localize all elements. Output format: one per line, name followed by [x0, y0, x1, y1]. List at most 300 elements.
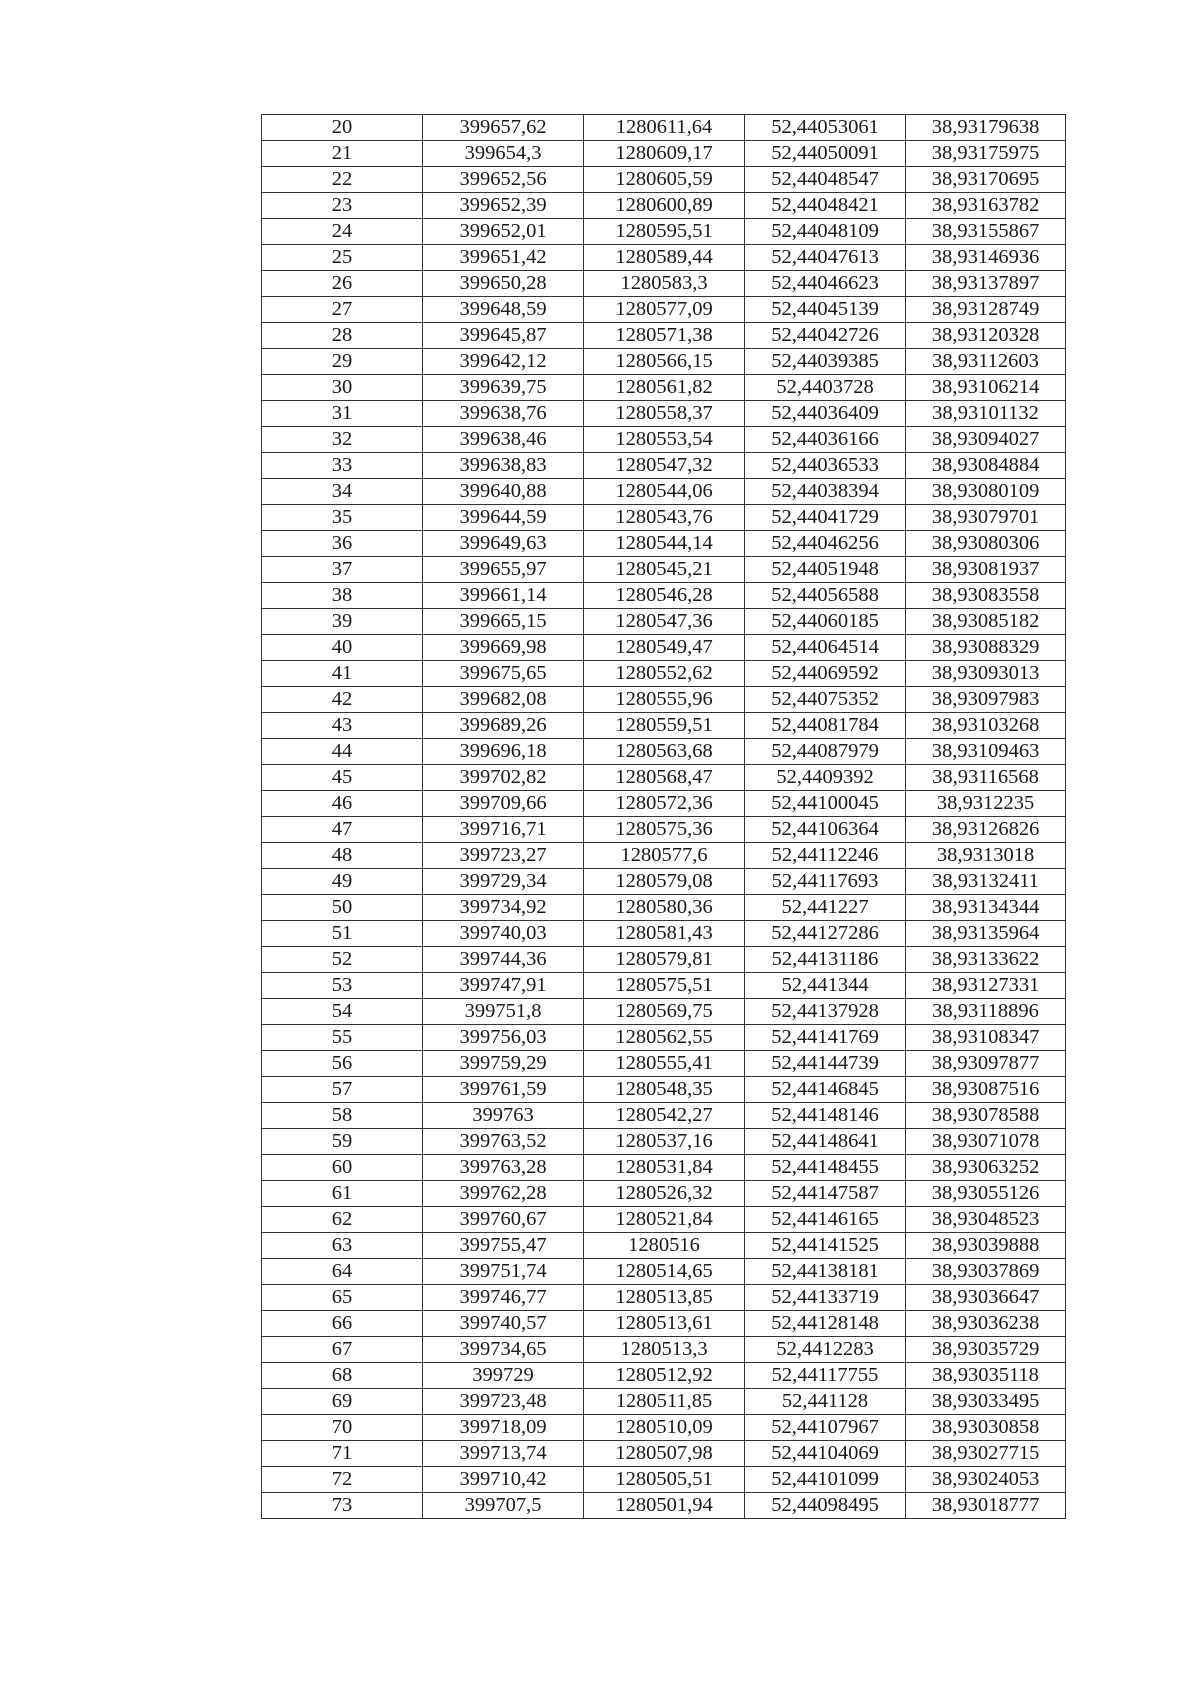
- x-coordinate-cell: 399702,82: [423, 765, 584, 791]
- latitude-cell: 52,44131186: [745, 947, 906, 973]
- table-row: [262, 921, 1066, 947]
- x-coordinate-cell: 399751,74: [423, 1259, 584, 1285]
- x-coordinate-cell: 399638,76: [423, 401, 584, 427]
- x-coordinate-cell: 399716,71: [423, 817, 584, 843]
- point-number-cell: 34: [262, 479, 423, 505]
- point-number-cell: 23: [262, 193, 423, 219]
- table-row: [262, 479, 1066, 505]
- point-number-cell: 33: [262, 453, 423, 479]
- y-coordinate-cell: 1280553,54: [584, 427, 745, 453]
- latitude-cell: 52,4403728: [745, 375, 906, 401]
- y-coordinate-cell: 1280579,08: [584, 869, 745, 895]
- point-number-cell: 31: [262, 401, 423, 427]
- x-coordinate-cell: 399710,42: [423, 1467, 584, 1493]
- latitude-cell: 52,44041729: [745, 505, 906, 531]
- longitude-cell: 38,93087516: [906, 1077, 1066, 1103]
- longitude-cell: 38,93106214: [906, 375, 1066, 401]
- latitude-cell: 52,44107967: [745, 1415, 906, 1441]
- point-number-cell: 69: [262, 1389, 423, 1415]
- table-row: [262, 973, 1066, 999]
- longitude-cell: 38,93118896: [906, 999, 1066, 1025]
- y-coordinate-cell: 1280546,28: [584, 583, 745, 609]
- longitude-cell: 38,93055126: [906, 1181, 1066, 1207]
- point-number-cell: 50: [262, 895, 423, 921]
- point-number-cell: 25: [262, 245, 423, 271]
- y-coordinate-cell: 1280568,47: [584, 765, 745, 791]
- latitude-cell: 52,44106364: [745, 817, 906, 843]
- x-coordinate-cell: 399649,63: [423, 531, 584, 557]
- table-row: [262, 1077, 1066, 1103]
- x-coordinate-cell: 399689,26: [423, 713, 584, 739]
- y-coordinate-cell: 1280542,27: [584, 1103, 745, 1129]
- table-row: [262, 1051, 1066, 1077]
- x-coordinate-cell: 399657,62: [423, 115, 584, 141]
- table-row: [262, 765, 1066, 791]
- latitude-cell: 52,44051948: [745, 557, 906, 583]
- table-row: [262, 1467, 1066, 1493]
- table-row: [262, 817, 1066, 843]
- latitude-cell: 52,44069592: [745, 661, 906, 687]
- table-row: [262, 271, 1066, 297]
- table-row: [262, 869, 1066, 895]
- point-number-cell: 65: [262, 1285, 423, 1311]
- x-coordinate-cell: 399661,14: [423, 583, 584, 609]
- table-row: [262, 1415, 1066, 1441]
- y-coordinate-cell: 1280583,3: [584, 271, 745, 297]
- longitude-cell: 38,93088329: [906, 635, 1066, 661]
- y-coordinate-cell: 1280571,38: [584, 323, 745, 349]
- y-coordinate-cell: 1280514,65: [584, 1259, 745, 1285]
- table-row: [262, 687, 1066, 713]
- point-number-cell: 64: [262, 1259, 423, 1285]
- table-row: [262, 1441, 1066, 1467]
- y-coordinate-cell: 1280605,59: [584, 167, 745, 193]
- x-coordinate-cell: 399652,01: [423, 219, 584, 245]
- latitude-cell: 52,44048547: [745, 167, 906, 193]
- x-coordinate-cell: 399740,03: [423, 921, 584, 947]
- longitude-cell: 38,93112603: [906, 349, 1066, 375]
- longitude-cell: 38,93163782: [906, 193, 1066, 219]
- table-row: [262, 791, 1066, 817]
- x-coordinate-cell: 399723,48: [423, 1389, 584, 1415]
- point-number-cell: 73: [262, 1493, 423, 1519]
- y-coordinate-cell: 1280521,84: [584, 1207, 745, 1233]
- y-coordinate-cell: 1280562,55: [584, 1025, 745, 1051]
- table-row: [262, 1103, 1066, 1129]
- longitude-cell: 38,93018777: [906, 1493, 1066, 1519]
- x-coordinate-cell: 399756,03: [423, 1025, 584, 1051]
- x-coordinate-cell: 399652,39: [423, 193, 584, 219]
- y-coordinate-cell: 1280548,35: [584, 1077, 745, 1103]
- latitude-cell: 52,44075352: [745, 687, 906, 713]
- longitude-cell: 38,93035118: [906, 1363, 1066, 1389]
- longitude-cell: 38,93093013: [906, 661, 1066, 687]
- latitude-cell: 52,441128: [745, 1389, 906, 1415]
- latitude-cell: 52,44100045: [745, 791, 906, 817]
- y-coordinate-cell: 1280589,44: [584, 245, 745, 271]
- latitude-cell: 52,44036166: [745, 427, 906, 453]
- table-row: [262, 947, 1066, 973]
- y-coordinate-cell: 1280566,15: [584, 349, 745, 375]
- y-coordinate-cell: 1280559,51: [584, 713, 745, 739]
- longitude-cell: 38,93103268: [906, 713, 1066, 739]
- latitude-cell: 52,44146165: [745, 1207, 906, 1233]
- x-coordinate-cell: 399755,47: [423, 1233, 584, 1259]
- y-coordinate-cell: 1280512,92: [584, 1363, 745, 1389]
- table-row: [262, 1389, 1066, 1415]
- longitude-cell: 38,93108347: [906, 1025, 1066, 1051]
- latitude-cell: 52,44117755: [745, 1363, 906, 1389]
- point-number-cell: 67: [262, 1337, 423, 1363]
- table-row: [262, 115, 1066, 141]
- table-row: [262, 1363, 1066, 1389]
- x-coordinate-cell: 399746,77: [423, 1285, 584, 1311]
- latitude-cell: 52,44038394: [745, 479, 906, 505]
- latitude-cell: 52,44148455: [745, 1155, 906, 1181]
- longitude-cell: 38,93127331: [906, 973, 1066, 999]
- longitude-cell: 38,93078588: [906, 1103, 1066, 1129]
- y-coordinate-cell: 1280547,36: [584, 609, 745, 635]
- longitude-cell: 38,93120328: [906, 323, 1066, 349]
- x-coordinate-cell: 399734,92: [423, 895, 584, 921]
- latitude-cell: 52,44148146: [745, 1103, 906, 1129]
- latitude-cell: 52,44050091: [745, 141, 906, 167]
- y-coordinate-cell: 1280531,84: [584, 1155, 745, 1181]
- x-coordinate-cell: 399642,12: [423, 349, 584, 375]
- latitude-cell: 52,441227: [745, 895, 906, 921]
- latitude-cell: 52,44148641: [745, 1129, 906, 1155]
- y-coordinate-cell: 1280572,36: [584, 791, 745, 817]
- latitude-cell: 52,44144739: [745, 1051, 906, 1077]
- x-coordinate-cell: 399744,36: [423, 947, 584, 973]
- longitude-cell: 38,9312235: [906, 791, 1066, 817]
- y-coordinate-cell: 1280611,64: [584, 115, 745, 141]
- point-number-cell: 66: [262, 1311, 423, 1337]
- longitude-cell: 38,93036647: [906, 1285, 1066, 1311]
- x-coordinate-cell: 399645,87: [423, 323, 584, 349]
- x-coordinate-cell: 399763,28: [423, 1155, 584, 1181]
- point-number-cell: 41: [262, 661, 423, 687]
- longitude-cell: 38,93039888: [906, 1233, 1066, 1259]
- point-number-cell: 26: [262, 271, 423, 297]
- longitude-cell: 38,93080306: [906, 531, 1066, 557]
- table-row: [262, 141, 1066, 167]
- longitude-cell: 38,93133622: [906, 947, 1066, 973]
- y-coordinate-cell: 1280545,21: [584, 557, 745, 583]
- longitude-cell: 38,93048523: [906, 1207, 1066, 1233]
- table-row: [262, 661, 1066, 687]
- point-number-cell: 30: [262, 375, 423, 401]
- longitude-cell: 38,93035729: [906, 1337, 1066, 1363]
- point-number-cell: 29: [262, 349, 423, 375]
- point-number-cell: 56: [262, 1051, 423, 1077]
- longitude-cell: 38,93135964: [906, 921, 1066, 947]
- x-coordinate-cell: 399651,42: [423, 245, 584, 271]
- table-row: [262, 895, 1066, 921]
- point-number-cell: 59: [262, 1129, 423, 1155]
- x-coordinate-cell: 399675,65: [423, 661, 584, 687]
- table-row: [262, 609, 1066, 635]
- x-coordinate-cell: 399648,59: [423, 297, 584, 323]
- y-coordinate-cell: 1280575,36: [584, 817, 745, 843]
- longitude-cell: 38,93033495: [906, 1389, 1066, 1415]
- y-coordinate-cell: 1280577,6: [584, 843, 745, 869]
- point-number-cell: 40: [262, 635, 423, 661]
- longitude-cell: 38,93126826: [906, 817, 1066, 843]
- latitude-cell: 52,44128148: [745, 1311, 906, 1337]
- x-coordinate-cell: 399718,09: [423, 1415, 584, 1441]
- y-coordinate-cell: 1280569,75: [584, 999, 745, 1025]
- point-number-cell: 47: [262, 817, 423, 843]
- table-row: [262, 505, 1066, 531]
- y-coordinate-cell: 1280575,51: [584, 973, 745, 999]
- x-coordinate-cell: 399734,65: [423, 1337, 584, 1363]
- table-row: [262, 635, 1066, 661]
- latitude-cell: 52,44048109: [745, 219, 906, 245]
- x-coordinate-cell: 399644,59: [423, 505, 584, 531]
- latitude-cell: 52,44039385: [745, 349, 906, 375]
- y-coordinate-cell: 1280580,36: [584, 895, 745, 921]
- x-coordinate-cell: 399751,8: [423, 999, 584, 1025]
- table-row: [262, 1337, 1066, 1363]
- y-coordinate-cell: 1280600,89: [584, 193, 745, 219]
- y-coordinate-cell: 1280511,85: [584, 1389, 745, 1415]
- x-coordinate-cell: 399652,56: [423, 167, 584, 193]
- longitude-cell: 38,93116568: [906, 765, 1066, 791]
- table-row: [262, 167, 1066, 193]
- table-row: [262, 1025, 1066, 1051]
- table-row: [262, 1233, 1066, 1259]
- latitude-cell: 52,44127286: [745, 921, 906, 947]
- point-number-cell: 39: [262, 609, 423, 635]
- y-coordinate-cell: 1280563,68: [584, 739, 745, 765]
- latitude-cell: 52,44060185: [745, 609, 906, 635]
- longitude-cell: 38,93137897: [906, 271, 1066, 297]
- point-number-cell: 37: [262, 557, 423, 583]
- latitude-cell: 52,44098495: [745, 1493, 906, 1519]
- latitude-cell: 52,44087979: [745, 739, 906, 765]
- longitude-cell: 38,93109463: [906, 739, 1066, 765]
- y-coordinate-cell: 1280609,17: [584, 141, 745, 167]
- table-row: [262, 843, 1066, 869]
- y-coordinate-cell: 1280513,85: [584, 1285, 745, 1311]
- y-coordinate-cell: 1280513,61: [584, 1311, 745, 1337]
- x-coordinate-cell: 399650,28: [423, 271, 584, 297]
- longitude-cell: 38,93097983: [906, 687, 1066, 713]
- latitude-cell: 52,44141525: [745, 1233, 906, 1259]
- point-number-cell: 42: [262, 687, 423, 713]
- latitude-cell: 52,44138181: [745, 1259, 906, 1285]
- y-coordinate-cell: 1280544,06: [584, 479, 745, 505]
- table-row: [262, 1493, 1066, 1519]
- table-row: [262, 713, 1066, 739]
- x-coordinate-cell: 399713,74: [423, 1441, 584, 1467]
- latitude-cell: 52,44046256: [745, 531, 906, 557]
- longitude-cell: 38,93071078: [906, 1129, 1066, 1155]
- table-row: [262, 1155, 1066, 1181]
- y-coordinate-cell: 1280581,43: [584, 921, 745, 947]
- latitude-cell: 52,44053061: [745, 115, 906, 141]
- x-coordinate-cell: 399655,97: [423, 557, 584, 583]
- y-coordinate-cell: 1280516: [584, 1233, 745, 1259]
- table-row: [262, 427, 1066, 453]
- x-coordinate-cell: 399639,75: [423, 375, 584, 401]
- table-row: [262, 375, 1066, 401]
- y-coordinate-cell: 1280543,76: [584, 505, 745, 531]
- point-number-cell: 20: [262, 115, 423, 141]
- y-coordinate-cell: 1280501,94: [584, 1493, 745, 1519]
- longitude-cell: 38,93063252: [906, 1155, 1066, 1181]
- table-row: [262, 1207, 1066, 1233]
- point-number-cell: 51: [262, 921, 423, 947]
- table-row: [262, 401, 1066, 427]
- table-row: [262, 349, 1066, 375]
- point-number-cell: 62: [262, 1207, 423, 1233]
- point-number-cell: 55: [262, 1025, 423, 1051]
- longitude-cell: 38,93036238: [906, 1311, 1066, 1337]
- y-coordinate-cell: 1280513,3: [584, 1337, 745, 1363]
- coordinates-table: [261, 114, 1066, 1519]
- longitude-cell: 38,93094027: [906, 427, 1066, 453]
- y-coordinate-cell: 1280544,14: [584, 531, 745, 557]
- longitude-cell: 38,93134344: [906, 895, 1066, 921]
- latitude-cell: 52,44104069: [745, 1441, 906, 1467]
- table-row: [262, 1311, 1066, 1337]
- x-coordinate-cell: 399759,29: [423, 1051, 584, 1077]
- x-coordinate-cell: 399709,66: [423, 791, 584, 817]
- y-coordinate-cell: 1280505,51: [584, 1467, 745, 1493]
- y-coordinate-cell: 1280555,41: [584, 1051, 745, 1077]
- table-row: [262, 193, 1066, 219]
- point-number-cell: 38: [262, 583, 423, 609]
- x-coordinate-cell: 399747,91: [423, 973, 584, 999]
- longitude-cell: 38,93084884: [906, 453, 1066, 479]
- point-number-cell: 60: [262, 1155, 423, 1181]
- table-row: [262, 1285, 1066, 1311]
- coordinates-table-body: [262, 115, 1066, 1519]
- longitude-cell: 38,93085182: [906, 609, 1066, 635]
- x-coordinate-cell: 399654,3: [423, 141, 584, 167]
- table-row: [262, 739, 1066, 765]
- table-row: [262, 297, 1066, 323]
- latitude-cell: 52,44147587: [745, 1181, 906, 1207]
- latitude-cell: 52,44047613: [745, 245, 906, 271]
- longitude-cell: 38,93097877: [906, 1051, 1066, 1077]
- y-coordinate-cell: 1280549,47: [584, 635, 745, 661]
- longitude-cell: 38,93101132: [906, 401, 1066, 427]
- x-coordinate-cell: 399707,5: [423, 1493, 584, 1519]
- table-row: [262, 999, 1066, 1025]
- latitude-cell: 52,44036409: [745, 401, 906, 427]
- point-number-cell: 45: [262, 765, 423, 791]
- latitude-cell: 52,44146845: [745, 1077, 906, 1103]
- point-number-cell: 63: [262, 1233, 423, 1259]
- x-coordinate-cell: 399640,88: [423, 479, 584, 505]
- y-coordinate-cell: 1280579,81: [584, 947, 745, 973]
- latitude-cell: 52,44101099: [745, 1467, 906, 1493]
- x-coordinate-cell: 399729,34: [423, 869, 584, 895]
- point-number-cell: 46: [262, 791, 423, 817]
- x-coordinate-cell: 399729: [423, 1363, 584, 1389]
- y-coordinate-cell: 1280555,96: [584, 687, 745, 713]
- longitude-cell: 38,93079701: [906, 505, 1066, 531]
- longitude-cell: 38,93179638: [906, 115, 1066, 141]
- point-number-cell: 68: [262, 1363, 423, 1389]
- point-number-cell: 53: [262, 973, 423, 999]
- longitude-cell: 38,93080109: [906, 479, 1066, 505]
- longitude-cell: 38,93030858: [906, 1415, 1066, 1441]
- table-row: [262, 1181, 1066, 1207]
- latitude-cell: 52,44112246: [745, 843, 906, 869]
- table-row: [262, 219, 1066, 245]
- point-number-cell: 27: [262, 297, 423, 323]
- point-number-cell: 71: [262, 1441, 423, 1467]
- x-coordinate-cell: 399740,57: [423, 1311, 584, 1337]
- y-coordinate-cell: 1280537,16: [584, 1129, 745, 1155]
- x-coordinate-cell: 399761,59: [423, 1077, 584, 1103]
- point-number-cell: 72: [262, 1467, 423, 1493]
- point-number-cell: 28: [262, 323, 423, 349]
- x-coordinate-cell: 399763: [423, 1103, 584, 1129]
- x-coordinate-cell: 399763,52: [423, 1129, 584, 1155]
- x-coordinate-cell: 399682,08: [423, 687, 584, 713]
- point-number-cell: 70: [262, 1415, 423, 1441]
- latitude-cell: 52,44081784: [745, 713, 906, 739]
- longitude-cell: 38,9313018: [906, 843, 1066, 869]
- y-coordinate-cell: 1280561,82: [584, 375, 745, 401]
- latitude-cell: 52,44056588: [745, 583, 906, 609]
- latitude-cell: 52,44117693: [745, 869, 906, 895]
- table-row: [262, 557, 1066, 583]
- latitude-cell: 52,44064514: [745, 635, 906, 661]
- y-coordinate-cell: 1280507,98: [584, 1441, 745, 1467]
- table-row: [262, 531, 1066, 557]
- latitude-cell: 52,44046623: [745, 271, 906, 297]
- latitude-cell: 52,44048421: [745, 193, 906, 219]
- table-row: [262, 323, 1066, 349]
- longitude-cell: 38,93175975: [906, 141, 1066, 167]
- y-coordinate-cell: 1280526,32: [584, 1181, 745, 1207]
- x-coordinate-cell: 399669,98: [423, 635, 584, 661]
- latitude-cell: 52,44042726: [745, 323, 906, 349]
- longitude-cell: 38,93024053: [906, 1467, 1066, 1493]
- point-number-cell: 21: [262, 141, 423, 167]
- longitude-cell: 38,93155867: [906, 219, 1066, 245]
- table-row: [262, 1259, 1066, 1285]
- latitude-cell: 52,44045139: [745, 297, 906, 323]
- x-coordinate-cell: 399638,46: [423, 427, 584, 453]
- point-number-cell: 35: [262, 505, 423, 531]
- latitude-cell: 52,44137928: [745, 999, 906, 1025]
- longitude-cell: 38,93027715: [906, 1441, 1066, 1467]
- latitude-cell: 52,44141769: [745, 1025, 906, 1051]
- table-row: [262, 245, 1066, 271]
- longitude-cell: 38,93081937: [906, 557, 1066, 583]
- point-number-cell: 22: [262, 167, 423, 193]
- y-coordinate-cell: 1280547,32: [584, 453, 745, 479]
- x-coordinate-cell: 399665,15: [423, 609, 584, 635]
- y-coordinate-cell: 1280552,62: [584, 661, 745, 687]
- longitude-cell: 38,93146936: [906, 245, 1066, 271]
- x-coordinate-cell: 399723,27: [423, 843, 584, 869]
- table-row: [262, 583, 1066, 609]
- point-number-cell: 32: [262, 427, 423, 453]
- y-coordinate-cell: 1280595,51: [584, 219, 745, 245]
- point-number-cell: 44: [262, 739, 423, 765]
- point-number-cell: 58: [262, 1103, 423, 1129]
- point-number-cell: 24: [262, 219, 423, 245]
- y-coordinate-cell: 1280510,09: [584, 1415, 745, 1441]
